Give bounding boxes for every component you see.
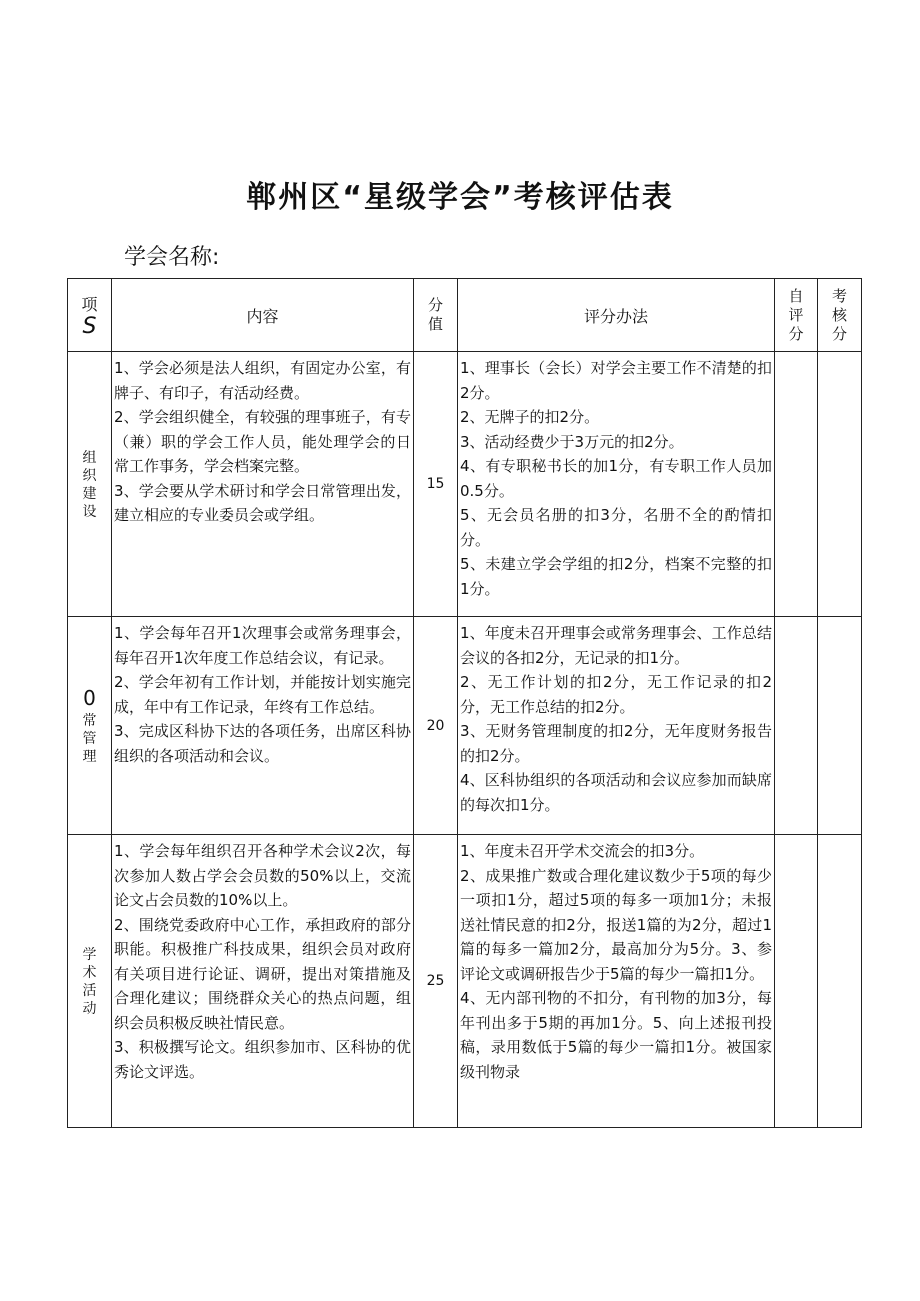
header-method: 评分办法 bbox=[458, 279, 775, 352]
content-cell bbox=[112, 617, 414, 835]
category-cell bbox=[68, 835, 112, 1128]
header-review-score: 考核分 bbox=[818, 279, 862, 352]
category-label: 常管理 bbox=[82, 712, 97, 765]
self-score-cell[interactable] bbox=[775, 835, 818, 1128]
content-cell bbox=[112, 352, 414, 617]
self-score-cell[interactable] bbox=[775, 617, 818, 835]
content-text: 1、学会每年召开1次理事会或常务理事会，每年召开1次年度工作总结会议，有记录。 2、学会年初有工作计划，并能按计划实施完成，年中有工作记录，年终有工作总结。 3、完成区科协下达的各项任务，出席区科协组织的各项活动和会议。 bbox=[114, 624, 411, 765]
table-row bbox=[68, 835, 862, 1128]
method-cell bbox=[458, 835, 775, 1128]
header-item-mark: S bbox=[82, 313, 97, 339]
content-text: 1、学会必须是法人组织，有固定办公室，有牌子、有印子，有活动经费。 2、学会组织健全，有较强的理事班子，有专（兼）职的学会工作人员，能处理学会的日常工作事务，学会档案完整。 3、学会要从学术研讨和学会日常管理出发，建立相应的专业委员会或学组。 bbox=[114, 359, 411, 524]
review-score-cell[interactable] bbox=[818, 352, 862, 617]
method-text: 1、理事长（会长）对学会主要工作不清楚的扣2分。 2、无牌子的扣2分。 3、活动经费少于3万元的扣2分。 4、有专职秘书长的加1分，有专职工作人员加0.5分。 5、无会员名册的扣3分，名册不全的酌情扣分。 5、未建立学会学组的扣2分，档案不完整的扣1分。 bbox=[460, 359, 772, 598]
category-cell bbox=[68, 617, 112, 835]
review-score-cell[interactable] bbox=[818, 835, 862, 1128]
society-name-label: 学会名称: bbox=[124, 245, 220, 270]
method-cell bbox=[458, 352, 775, 617]
points-cell: 25 bbox=[414, 835, 458, 1128]
category-prefix: 0 bbox=[83, 685, 96, 710]
points-cell: 15 bbox=[414, 352, 458, 617]
content-cell bbox=[112, 835, 414, 1128]
review-score-cell[interactable] bbox=[818, 617, 862, 835]
header-self-score: 自评分 bbox=[775, 279, 818, 352]
method-text: 1、年度未召开理事会或常务理事会、工作总结会议的各扣2分，无记录的扣1分。 2、无工作计划的扣2分，无工作记录的扣2分，无工作总结的扣2分。 3、无财务管理制度的扣2分，无年度财务报告的扣2分。 4、区科协组织的各项活动和会议应参加而缺席的每次扣1分。 bbox=[460, 624, 772, 814]
method-text: 1、年度未召开学术交流会的扣3分。 2、成果推广数或合理化建议数少于5项的每少一项扣1分，超过5项的每多一项加1分；未报送社情民意的扣2分，报送1篇的为2分，超过1篇的每多一篇加2分，最高加分为5分。3、参评论文或调研报告少于5篇的每少一篇扣1分。 4、无内部刊物的不扣分，有刊物的加3分，每年刊出多于5期的再加1分。5、向上述报刊投稿，录用数低于5篇的每少一篇扣1分。被国家级刊物录 bbox=[460, 842, 772, 1081]
evaluation-table bbox=[67, 278, 862, 1128]
table-row bbox=[68, 617, 862, 835]
self-score-cell[interactable] bbox=[775, 352, 818, 617]
header-points: 分值 bbox=[414, 279, 458, 352]
method-cell bbox=[458, 617, 775, 835]
content-text: 1、学会每年组织召开各种学术会议2次，每次参加人数占学会会员数的50%以上，交流论文占会员数的10%以上。 2、围绕党委政府中心工作，承担政府的部分职能。积极推广科技成果，组织会员对政府有关项目进行论证、调研，提出对策措施及合理化建议；围绕群众关心的热点问题，组织会员积极反映社情民意。 3、积极撰写论文。组织参加市、区科协的优秀论文评选。 bbox=[114, 842, 411, 1081]
header-content: 内容 bbox=[112, 279, 414, 352]
category-label: 学术活动 bbox=[82, 947, 97, 1017]
category-cell bbox=[68, 352, 112, 617]
points-cell: 20 bbox=[414, 617, 458, 835]
page-title: 郸州区“星级学会”考核评估表 bbox=[246, 180, 674, 215]
table-header-row bbox=[68, 279, 862, 352]
table-row bbox=[68, 352, 862, 617]
header-item bbox=[68, 279, 112, 352]
category-label: 组织建设 bbox=[82, 450, 97, 520]
header-item-label: 项 bbox=[81, 294, 98, 314]
